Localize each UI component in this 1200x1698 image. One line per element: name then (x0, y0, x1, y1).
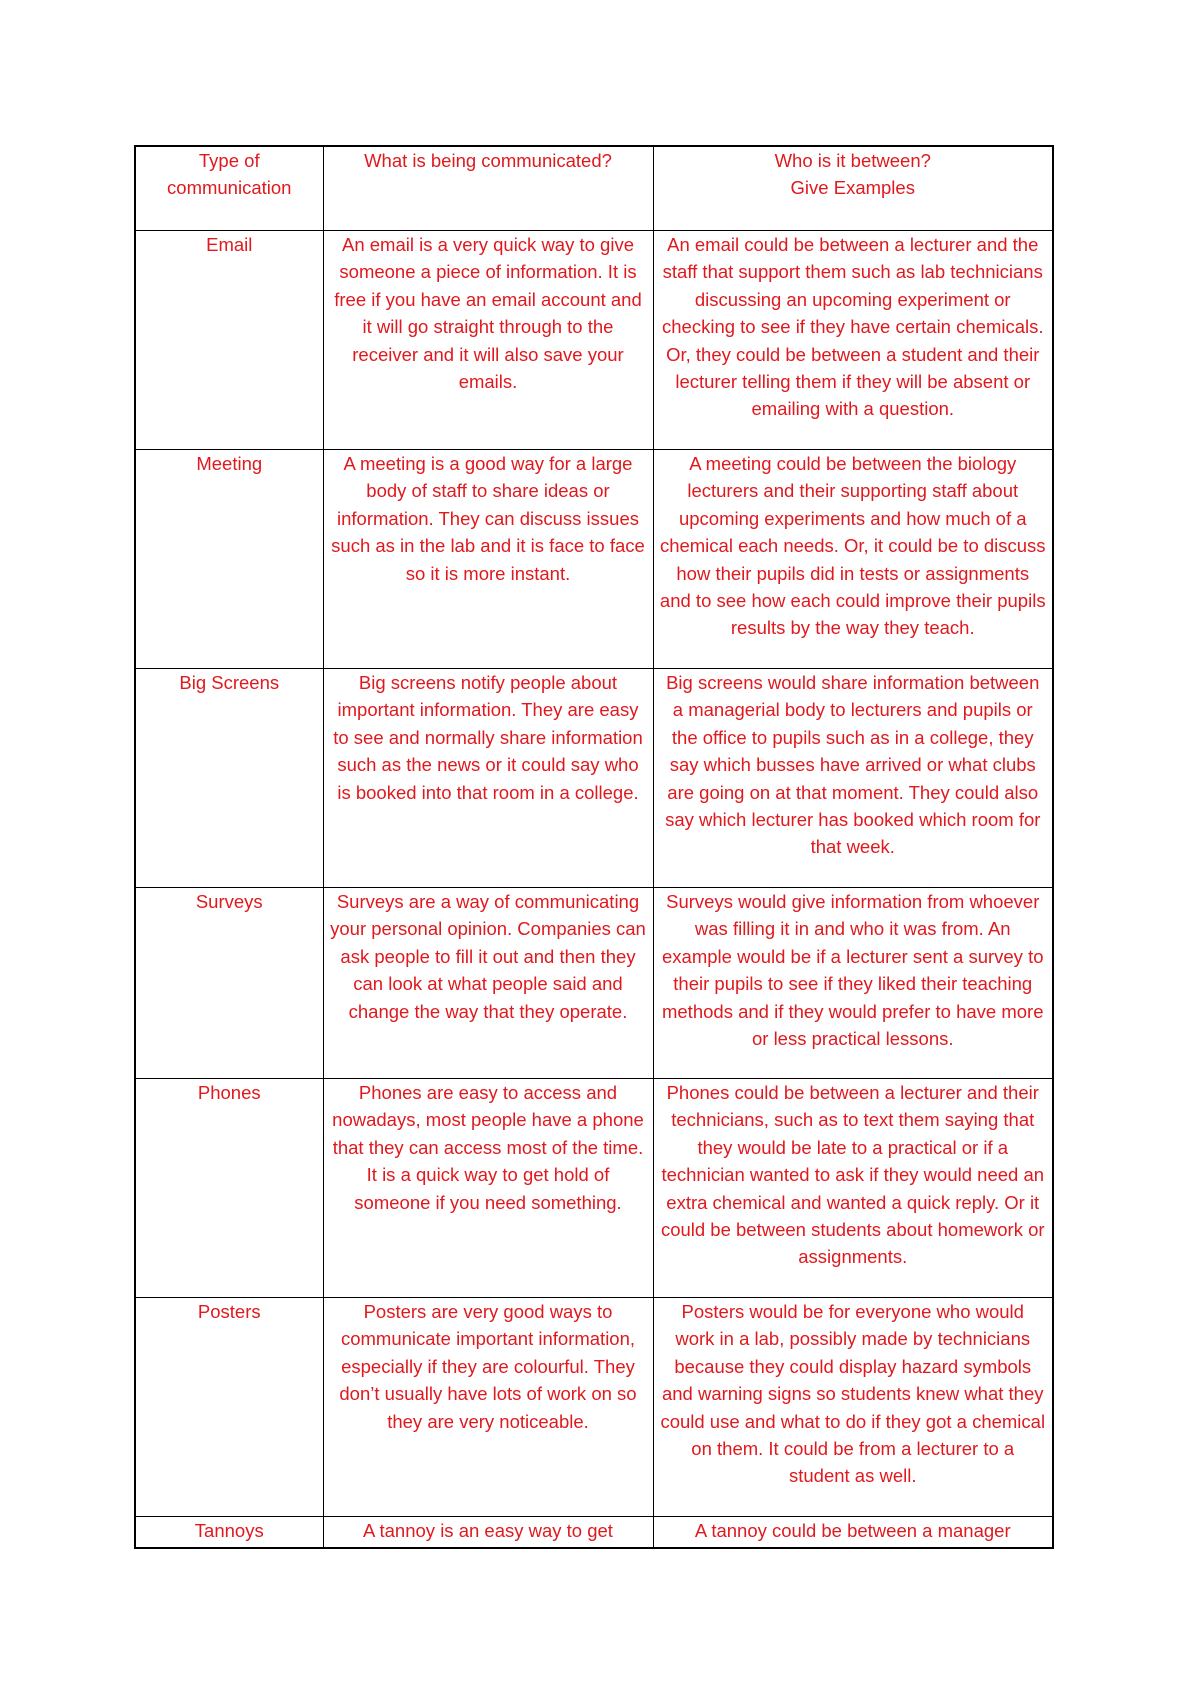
table-row (135, 450, 1053, 669)
table-row (135, 669, 1053, 888)
header-who-line1: Who is it between? (774, 150, 931, 171)
header-type-text: Type of communication (167, 150, 292, 199)
table-row (135, 1079, 1053, 1298)
header-row (135, 146, 1053, 231)
what-cell: Surveys are a way of communicating your personal opinion. Companies can ask people to fill it out and then they can look at what people said and change the way that they operate. (323, 888, 653, 1079)
what-cell: Big screens notify people about important information. They are easy to see and normally share information such as the news or it could say who is booked into that room in a college. (323, 669, 653, 888)
type-cell: Tannoys (135, 1517, 323, 1549)
header-type (135, 146, 323, 231)
header-what (323, 146, 653, 231)
type-cell: Surveys (135, 888, 323, 1079)
type-cell: Meeting (135, 450, 323, 669)
what-cell: A meeting is a good way for a large body of staff to share ideas or information. They can discuss issues such as in the lab and it is face to face so it is more instant. (323, 450, 653, 669)
type-cell: Email (135, 231, 323, 450)
type-cell: Big Screens (135, 669, 323, 888)
table-row (135, 231, 1053, 450)
what-cell: Posters are very good ways to communicate important information, especially if they are colourful. They don’t usually have lots of work on so they are very noticeable. (323, 1298, 653, 1517)
what-cell: Phones are easy to access and nowadays, most people have a phone that they can access most of the time. It is a quick way to get hold of someone if you need something. (323, 1079, 653, 1298)
who-cell: A meeting could be between the biology lecturers and their supporting staff about upcoming experiments and how much of a chemical each needs. Or, it could be to discuss how their pupils did in tests or assignments and to see how each could improve their pupils results by the way they teach. (653, 450, 1053, 669)
header-what-text: What is being communicated? (364, 150, 612, 171)
header-who (653, 146, 1053, 231)
what-cell: An email is a very quick way to give someone a piece of information. It is free if you have an email account and it will go straight through to the receiver and it will also save your emails. (323, 231, 653, 450)
type-cell: Phones (135, 1079, 323, 1298)
who-cell: An email could be between a lecturer and the staff that support them such as lab technicians discussing an upcoming experiment or checking to see if they have certain chemicals. Or, they could be between a student and their lecturer telling them if they will be absent or emailing with a question. (653, 231, 1053, 450)
who-cell: Phones could be between a lecturer and their technicians, such as to text them saying that they would be late to a practical or if a technician wanted to ask if they would need an extra chemical and wanted a quick reply. Or it could be between students about homework or assignments. (653, 1079, 1053, 1298)
header-who-line2: Give Examples (790, 177, 915, 199)
type-cell: Posters (135, 1298, 323, 1517)
who-cell: Big screens would share information between a managerial body to lecturers and pupils or the office to pupils such as in a college, they say which busses have arrived or what clubs are going on at that moment. They could also say which lecturer has booked which room for that week. (653, 669, 1053, 888)
who-cell: Surveys would give information from whoever was filling it in and who it was from. An example would be if a lecturer sent a survey to their pupils to see if they liked their teaching methods and if they would prefer to have more or less practical lessons. (653, 888, 1053, 1079)
who-cell: Posters would be for everyone who would work in a lab, possibly made by technicians because they could display hazard symbols and warning signs so students knew what they could use and what to do if they got a chemical on them. It could be from a lecturer to a student as well. (653, 1298, 1053, 1517)
who-cell: A tannoy could be between a manager (653, 1517, 1053, 1549)
what-cell: A tannoy is an easy way to get (323, 1517, 653, 1549)
table-row (135, 1298, 1053, 1517)
table-row (135, 888, 1053, 1079)
communication-table (134, 145, 1054, 1549)
table-row (135, 1517, 1053, 1549)
